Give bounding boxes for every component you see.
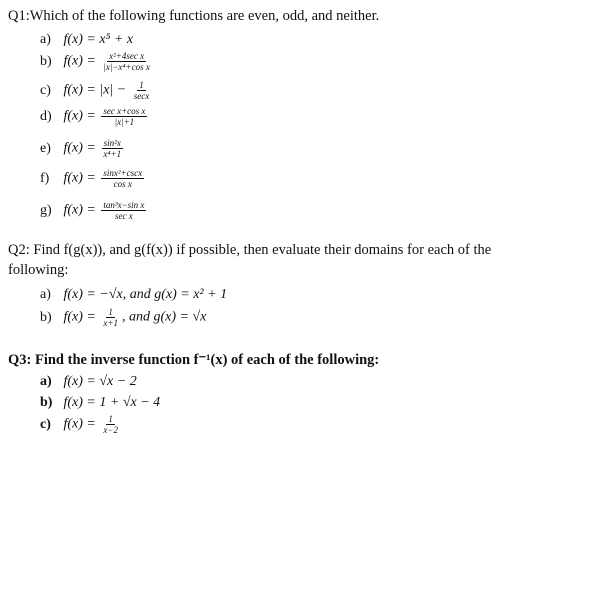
q2-item-a xyxy=(40,287,227,303)
fraction xyxy=(101,106,147,127)
fraction xyxy=(101,307,120,328)
item-lhs: f(x) = xyxy=(63,416,96,432)
denominator: cos x xyxy=(113,179,132,189)
numerator: x²+4sec x xyxy=(109,51,145,61)
item-text: f(x) = √x − 2 xyxy=(63,374,137,389)
numerator: 1 xyxy=(108,307,113,317)
denominator: sec x xyxy=(115,211,133,221)
item-label: b) xyxy=(40,309,52,325)
item-lhs: f(x) = xyxy=(63,108,96,124)
numerator: tan³x−sin x xyxy=(103,200,145,210)
item-lhs: f(x) = xyxy=(63,202,96,218)
item-lhs: f(x) = xyxy=(63,82,96,98)
item-rhs: x⁵ + x xyxy=(99,32,134,47)
item-label: a) xyxy=(40,374,52,389)
fraction xyxy=(132,80,152,101)
item-label: d) xyxy=(40,108,52,124)
item-label: f) xyxy=(40,170,50,186)
q1-item-b xyxy=(40,51,154,72)
q2-heading: Q2: Find f(g(x)), and g(f(x)) if possible, then evaluate their domains for each of the xyxy=(8,242,492,258)
numerator: sec x+cos x xyxy=(103,106,146,116)
q3-item-c xyxy=(40,414,122,435)
q3-item-a xyxy=(40,374,137,390)
fraction xyxy=(101,414,120,435)
fraction xyxy=(101,138,123,159)
fraction xyxy=(101,51,151,72)
denominator: |x|−x⁴+cos x xyxy=(103,62,150,72)
q3-item-b xyxy=(40,395,160,411)
item-lhs: f(x) = xyxy=(63,170,96,186)
numerator: sin²x xyxy=(103,138,121,148)
item-lhs: f(x) = xyxy=(63,309,96,325)
item-label: a) xyxy=(40,287,51,302)
q1-item-a xyxy=(40,32,133,48)
item-lhs: f(x) = xyxy=(63,53,96,69)
q3-heading: Q3: Find the inverse function f⁻¹(x) of each of the following: xyxy=(8,352,380,368)
q1-heading: Q1:Which of the following functions are even, odd, and neither. xyxy=(8,8,380,24)
numerator: 1 xyxy=(108,414,113,424)
denominator: x−2 xyxy=(103,425,118,435)
q2-heading-continued: following: xyxy=(8,262,69,278)
item-label: b) xyxy=(40,395,53,410)
q1-item-g xyxy=(40,200,148,221)
q1-item-c xyxy=(40,80,153,101)
q2-item-b xyxy=(40,307,206,328)
denominator: x+1 xyxy=(103,318,118,328)
q1-item-f xyxy=(40,168,146,189)
item-label: a) xyxy=(40,32,51,47)
item-text: f(x) = −√x, and g(x) = x² + 1 xyxy=(63,287,228,302)
fraction xyxy=(101,200,146,221)
item-label: g) xyxy=(40,202,52,218)
item-text: f(x) = 1 + √x − 4 xyxy=(63,395,161,410)
item-label: b) xyxy=(40,53,52,69)
item-post: , and g(x) = √x xyxy=(121,309,207,325)
numerator: sinx²+cscx xyxy=(103,168,143,178)
item-lhs: f(x) = xyxy=(63,140,96,156)
numerator: 1 xyxy=(139,80,144,90)
item-label: e) xyxy=(40,140,51,156)
fraction xyxy=(101,168,144,189)
item-lhs: f(x) = xyxy=(63,32,96,47)
denominator: x⁴+1 xyxy=(103,149,122,159)
q1-item-e xyxy=(40,138,125,159)
denominator: secx xyxy=(133,91,150,101)
q1-item-d xyxy=(40,106,149,127)
item-pre: |x| − xyxy=(99,82,127,98)
item-label: c) xyxy=(40,82,51,98)
item-label: c) xyxy=(40,416,51,432)
denominator: |x|+1 xyxy=(114,117,135,127)
